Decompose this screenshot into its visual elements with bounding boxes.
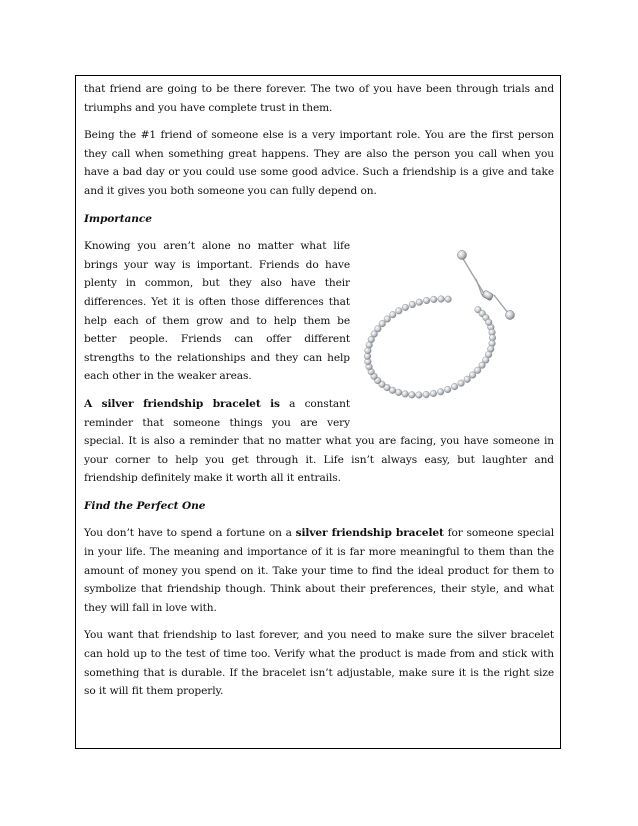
- bracelet-bead: [445, 296, 452, 303]
- bracelet-bead: [402, 391, 409, 398]
- reminder-text: a constant reminder that someone things you are very special. It is also a reminder that no matter what you are facing, you have someone in your corner to help you get through it. Life isn’t always easy, but laughter and friendship definitely make it worth all it entrails.: [84, 397, 554, 485]
- bracelet-bead: [402, 304, 409, 311]
- bracelet-bead: [430, 390, 437, 397]
- page-frame: [75, 75, 561, 749]
- bracelet-bead: [469, 372, 476, 379]
- heading-importance: Importance: [84, 212, 152, 225]
- fortune-text-a: You don’t have to spend a fortune on a: [84, 527, 296, 540]
- bracelet-bead: [474, 367, 481, 374]
- heading-find-perfect: Find the Perfect One: [84, 499, 206, 512]
- fortune-text-b: for someone special in your life. The meaning and importance of it is far more meaningful to them than the amount of money you spend on it. Take your time to find the ideal product for them to symbolize that friendship though. Think about their preferences, their style, and what they will fall in love with.: [84, 527, 555, 614]
- bracelet-bead: [416, 299, 423, 306]
- bracelet-bead: [451, 383, 458, 390]
- paragraph-importance: Knowing you aren’t alone no matter what life brings your way is important. Friends do have plenty in common, but they also have their differences. Yet it is often those differences that help each of them grow and to help them be better people. Friends can offer different strengths to the relationships and they can help each other in the weaker areas.: [84, 240, 350, 383]
- bracelet-bead: [409, 301, 416, 308]
- bracelet-bead: [464, 376, 471, 383]
- paragraph-durable: You want that friendship to last forever, and you need to make sure the silver bracelet can hold up to the test of time too. Verify what the product is made from and stick with something that is durable. If the bracelet isn’t adjustable, make sure it is the right size so it will fit them properly.: [84, 629, 554, 698]
- bracelet-bead: [444, 386, 451, 393]
- bracelet-bead: [431, 296, 438, 303]
- article-body: [84, 80, 554, 710]
- bracelet-bead: [438, 296, 445, 303]
- bold-phrase-silver-bracelet: silver friendship bracelet: [295, 527, 444, 540]
- bracelet-bead: [396, 308, 403, 315]
- paragraph-best-friend: Being the #1 friend of someone else is a very important role. You are the first person they call when something great happens. They are also the person you call when you have a bad day or you could use some good advice. Such a friendship is a give and take and it gives you both someone you can fully depend on.: [84, 129, 554, 197]
- bracelet-bead: [423, 391, 430, 398]
- bracelet-bead: [416, 392, 423, 399]
- bracelet-bead: [409, 392, 416, 399]
- paragraph-intro: that friend are going to be there forever. The two of you have been through trials and triumphs and you have complete trust in them.: [84, 83, 554, 114]
- bracelet-image: [358, 235, 554, 409]
- bracelet-bead: [437, 389, 444, 396]
- bracelet-bead: [390, 312, 397, 319]
- bracelet-bead: [486, 319, 493, 326]
- paragraph-fortune: [84, 524, 554, 617]
- bracelet-bead: [379, 321, 386, 328]
- bracelet-bead: [458, 380, 465, 387]
- bracelet-bead: [423, 297, 430, 304]
- bracelet-bead: [384, 316, 391, 323]
- bracelet-bead: [395, 389, 402, 396]
- bold-phrase-bracelet: A silver friendship bracelet is: [84, 397, 280, 410]
